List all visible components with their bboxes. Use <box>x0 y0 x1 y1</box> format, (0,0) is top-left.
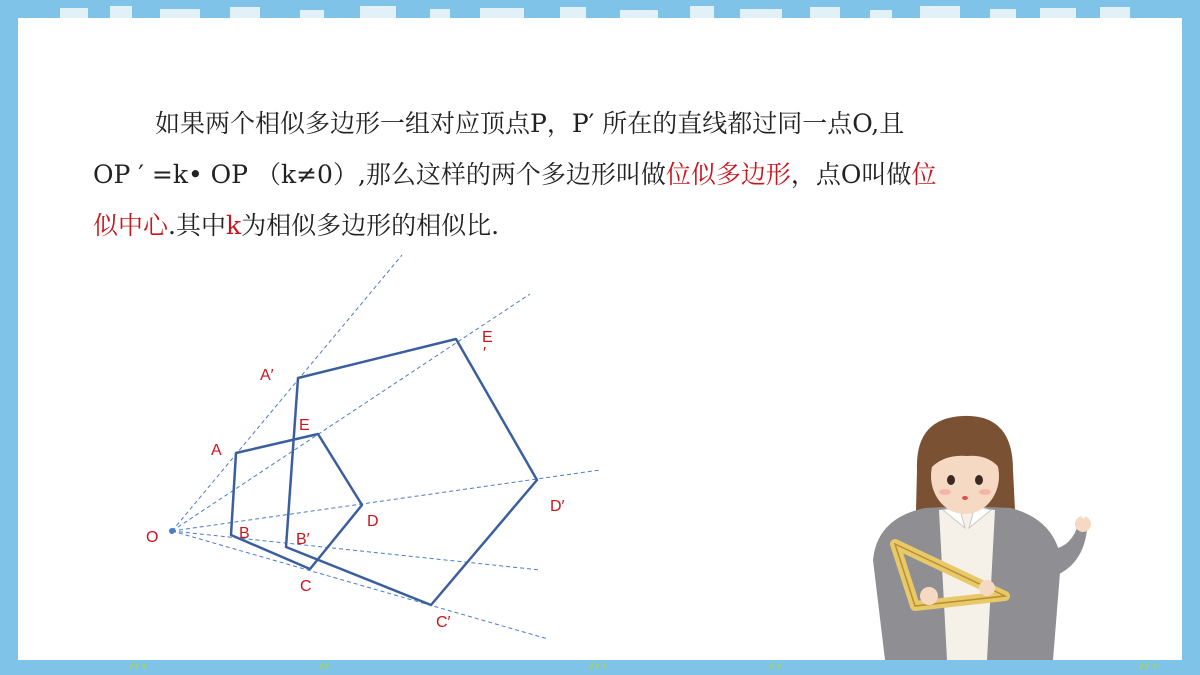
teacher-girl-illustration <box>855 410 1095 660</box>
ray-ob <box>172 531 540 570</box>
label-c-prime: C′ <box>436 614 451 631</box>
variable-k: k <box>225 211 242 240</box>
term-center-part1: 位 <box>911 160 937 189</box>
line2-mid-text: ，点O叫做 <box>790 160 912 189</box>
label-e-prime-mark: ′ <box>483 345 486 362</box>
label-o: O <box>146 529 159 546</box>
line2-text: OP ′ =k• OP （k≠0）,那么这样的两个多边形叫做 <box>93 160 666 189</box>
line3-mid-text: .其中 <box>168 211 226 240</box>
center-point-o <box>169 528 175 534</box>
label-a: A <box>211 442 222 459</box>
term-center-part2: 似中心 <box>93 211 169 240</box>
label-e: E <box>299 417 310 434</box>
label-d-prime: D′ <box>550 498 565 515</box>
ray-oa <box>172 255 402 531</box>
label-e-prime: E <box>482 329 493 346</box>
line1-text: 如果两个相似多边形一组对应顶点P，P′ 所在的直线都过同一点O,且 <box>155 109 905 138</box>
label-a-prime: A′ <box>260 367 274 384</box>
label-d: D <box>367 513 379 530</box>
label-b-prime: B′ <box>296 531 310 548</box>
term-homothetic-polygon: 位似多边形 <box>665 160 791 189</box>
label-c: C <box>300 578 312 595</box>
line3-post-text: 为相似多边形的相似比. <box>241 211 500 240</box>
ray-oc <box>172 531 548 639</box>
label-b: B <box>239 525 250 542</box>
ray-oe <box>172 294 530 531</box>
bottom-decoration <box>0 655 1200 675</box>
polygon-a-prime <box>286 339 537 605</box>
